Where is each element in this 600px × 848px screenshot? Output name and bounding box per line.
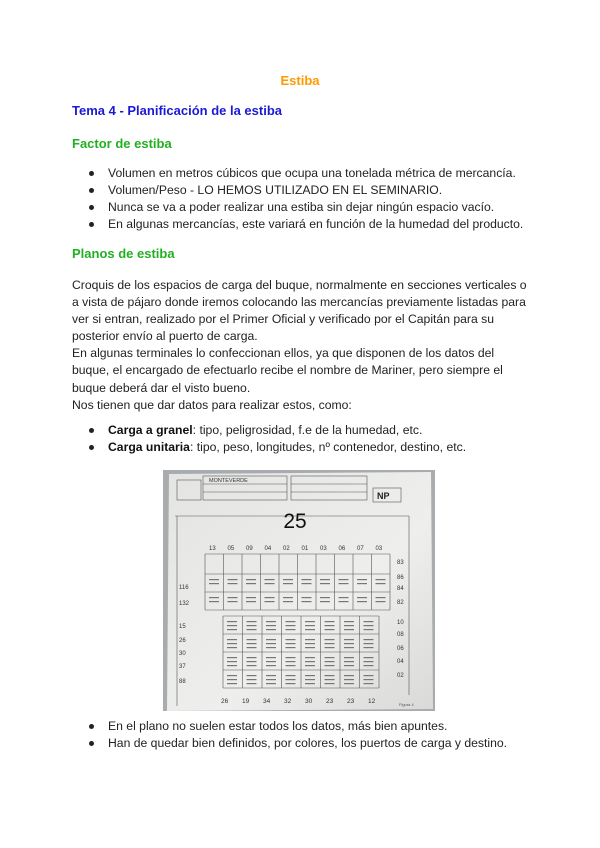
paragraph-line: a vista de pájaro donde iremos colocando las mercancías previamente listadas para <box>72 295 526 310</box>
cell-marking <box>325 629 335 630</box>
cell-marking <box>364 621 374 622</box>
column-number: 02 <box>283 546 290 552</box>
cell-marking <box>228 601 238 602</box>
topic-heading: Tema 4 - Planificación de la estiba <box>72 103 282 118</box>
cell-marking <box>320 601 330 602</box>
photo-caption: Figura 4 <box>399 702 414 707</box>
paragraph-line: buque, el encargado de efectuarlo recibe el nombre de Mariner, pero siempre el <box>72 363 503 378</box>
list-item <box>72 422 542 439</box>
cell-marking <box>283 583 293 584</box>
cell-marking <box>227 625 237 626</box>
cell-marking <box>305 621 315 622</box>
bottom-number: 34 <box>263 698 271 705</box>
cell-marking <box>266 621 276 622</box>
bay-number: 25 <box>283 510 307 533</box>
cell-marking <box>227 675 237 676</box>
cell-marking <box>286 657 296 658</box>
tier-number: 37 <box>179 664 186 670</box>
cell-marking <box>344 629 354 630</box>
photo-header-right: NP <box>377 491 390 501</box>
bottom-number: 19 <box>242 698 250 705</box>
cell-marking <box>283 579 293 580</box>
cell-marking <box>266 657 276 658</box>
tier-number: 82 <box>397 600 404 606</box>
cell-marking <box>265 583 275 584</box>
column-number: 01 <box>301 546 309 552</box>
photo-header-left: MONTEVERDE <box>209 478 248 484</box>
bullet-text: : tipo, peso, longitudes, nº contenedor, destino, etc. <box>189 440 467 454</box>
cell-marking <box>364 665 374 666</box>
cell-marking <box>344 639 354 640</box>
cell-marking <box>305 639 315 640</box>
cell-marking <box>286 643 296 644</box>
cell-marking <box>228 583 238 584</box>
tier-number: 10 <box>397 620 404 626</box>
stowage-plan-photo <box>163 470 435 711</box>
cell-marking <box>357 597 367 598</box>
tier-number: 88 <box>179 679 186 685</box>
column-number: 09 <box>246 546 253 552</box>
tier-number: 86 <box>397 575 404 581</box>
cell-marking <box>266 629 276 630</box>
cell-marking <box>364 683 374 684</box>
cell-marking <box>247 683 257 684</box>
cell-marking <box>247 675 257 676</box>
cell-marking <box>227 647 237 648</box>
tier-number: 26 <box>179 638 186 644</box>
cell-marking <box>364 639 374 640</box>
cell-marking <box>376 579 386 580</box>
cell-marking <box>228 597 238 598</box>
cell-marking <box>325 643 335 644</box>
list-item: Nunca se va a poder realizar una estiba sin dejar ningún espacio vacío. <box>72 199 542 216</box>
cell-marking <box>227 639 237 640</box>
cell-marking <box>286 675 296 676</box>
list-item: En el plano no suelen estar todos los datos, más bien apuntes. <box>72 718 542 735</box>
cell-marking <box>305 643 315 644</box>
tier-number: 04 <box>397 659 404 665</box>
cell-marking <box>266 625 276 626</box>
planos-heading: Planos de estiba <box>72 246 175 261</box>
cell-marking <box>247 647 257 648</box>
cell-marking <box>227 643 237 644</box>
cell-marking <box>325 661 335 662</box>
paragraph-line: ver si entran, realizado por el Primer Oficial y verificado por el Capitán para su <box>72 312 495 327</box>
cell-marking <box>325 639 335 640</box>
cell-marking <box>246 601 256 602</box>
cell-marking <box>227 683 237 684</box>
cell-marking <box>339 583 349 584</box>
list-item <box>72 439 542 456</box>
cell-marking <box>344 665 354 666</box>
cell-marking <box>339 597 349 598</box>
cell-marking <box>228 579 238 580</box>
cell-marking <box>364 625 374 626</box>
list-item: En algunas mercancías, este variará en función de la humedad del producto. <box>72 216 542 233</box>
bottom-number: 32 <box>284 698 292 705</box>
factor-bullet-list <box>72 165 542 233</box>
stowage-plan-drawing <box>163 470 435 711</box>
tier-number: 116 <box>179 585 189 591</box>
cell-marking <box>266 639 276 640</box>
tier-number: 02 <box>397 673 404 679</box>
cell-marking <box>376 597 386 598</box>
cell-marking <box>286 679 296 680</box>
cell-marking <box>265 601 275 602</box>
cell-marking <box>320 579 330 580</box>
paragraph-line: Nos tienen que dar datos para realizar estos, como: <box>72 397 352 412</box>
cell-marking <box>344 661 354 662</box>
cell-marking <box>305 683 315 684</box>
cell-marking <box>286 647 296 648</box>
column-number: 07 <box>357 546 364 552</box>
bottom-number: 30 <box>305 698 313 705</box>
cell-marking <box>302 583 312 584</box>
cell-marking <box>246 579 256 580</box>
cell-marking <box>227 621 237 622</box>
factor-heading: Factor de estiba <box>72 136 172 151</box>
tier-number: 83 <box>397 560 404 566</box>
cell-marking <box>376 601 386 602</box>
cell-marking <box>325 683 335 684</box>
tier-number: 84 <box>397 586 404 592</box>
column-number: 13 <box>209 546 216 552</box>
bottom-number: 23 <box>326 698 334 705</box>
cell-marking <box>286 661 296 662</box>
final-bullet-list <box>72 718 542 752</box>
cell-marking <box>325 675 335 676</box>
cell-marking <box>227 661 237 662</box>
cell-marking <box>344 657 354 658</box>
cell-marking <box>286 639 296 640</box>
cell-marking <box>247 625 257 626</box>
cell-marking <box>305 661 315 662</box>
cell-marking <box>302 601 312 602</box>
cell-marking <box>283 597 293 598</box>
cell-marking <box>364 661 374 662</box>
cell-marking <box>339 579 349 580</box>
cell-marking <box>364 647 374 648</box>
cell-marking <box>364 643 374 644</box>
cell-marking <box>305 679 315 680</box>
paragraph-line: En algunas terminales lo confeccionan ellos, ya que disponen de los datos del <box>72 346 495 361</box>
cell-marking <box>247 661 257 662</box>
cell-marking <box>247 679 257 680</box>
cell-marking <box>247 621 257 622</box>
cell-marking <box>209 601 219 602</box>
list-item: Volumen/Peso - LO HEMOS UTILIZADO EN EL SEMINARIO. <box>72 182 542 199</box>
cell-marking <box>344 675 354 676</box>
paragraph-line: Croquis de los espacios de carga del buque, normalmente en secciones verticales o <box>72 278 527 292</box>
cell-marking <box>344 679 354 680</box>
cell-marking <box>246 597 256 598</box>
cell-marking <box>227 657 237 658</box>
bottom-number: 23 <box>347 698 355 705</box>
cell-marking <box>246 583 256 584</box>
paragraph-line: buque deberá dar el visto bueno. <box>72 380 251 395</box>
cell-marking <box>376 583 386 584</box>
cell-marking <box>344 683 354 684</box>
cell-marking <box>247 643 257 644</box>
column-number: 06 <box>338 546 346 552</box>
cell-marking <box>266 665 276 666</box>
cell-marking <box>266 675 276 676</box>
cell-marking <box>344 625 354 626</box>
bullet-text: : tipo, peligrosidad, f.e de la humedad, etc. <box>192 423 423 437</box>
cell-marking <box>283 601 293 602</box>
cell-marking <box>357 583 367 584</box>
planos-paragraph <box>72 277 532 414</box>
cell-marking <box>305 629 315 630</box>
paragraph-line: posterior envío al puerto de carga. <box>72 329 258 344</box>
cell-marking <box>305 675 315 676</box>
cell-marking <box>325 679 335 680</box>
cell-marking <box>364 657 374 658</box>
cell-marking <box>265 597 275 598</box>
cell-marking <box>209 583 219 584</box>
tier-number: 06 <box>397 646 404 652</box>
cell-marking <box>305 657 315 658</box>
cell-marking <box>302 597 312 598</box>
cell-marking <box>266 643 276 644</box>
cell-marking <box>344 621 354 622</box>
cell-marking <box>305 647 315 648</box>
cell-marking <box>227 629 237 630</box>
cell-marking <box>266 661 276 662</box>
cell-marking <box>305 665 315 666</box>
cell-marking <box>286 625 296 626</box>
cell-marking <box>325 625 335 626</box>
list-item: Volumen en metros cúbicos que ocupa una tonelada métrica de mercancía. <box>72 165 542 182</box>
cell-marking <box>227 679 237 680</box>
cell-marking <box>320 597 330 598</box>
cell-marking <box>247 665 257 666</box>
cell-marking <box>247 657 257 658</box>
column-number: 04 <box>264 546 272 552</box>
cell-marking <box>364 679 374 680</box>
cell-marking <box>325 621 335 622</box>
bottom-number: 26 <box>221 698 229 705</box>
cell-marking <box>325 657 335 658</box>
tier-number: 30 <box>179 651 186 657</box>
cell-marking <box>286 683 296 684</box>
cargo-bullet-list <box>72 422 542 456</box>
list-item: Han de quedar bien definidos, por colores, los puertos de carga y destino. <box>72 735 542 752</box>
cell-marking <box>209 579 219 580</box>
cell-marking <box>339 601 349 602</box>
cell-marking <box>247 639 257 640</box>
cell-marking <box>266 683 276 684</box>
cell-marking <box>266 679 276 680</box>
tier-number: 15 <box>179 624 186 630</box>
cell-marking <box>266 647 276 648</box>
cell-marking <box>320 583 330 584</box>
column-number: 03 <box>320 546 327 552</box>
cell-marking <box>325 665 335 666</box>
cell-marking <box>209 597 219 598</box>
cell-marking <box>247 629 257 630</box>
cell-marking <box>302 579 312 580</box>
cell-marking <box>344 643 354 644</box>
bottom-number: 12 <box>368 698 376 705</box>
cell-marking <box>286 621 296 622</box>
cell-marking <box>265 579 275 580</box>
tier-number: 08 <box>397 632 404 638</box>
tier-number: 132 <box>179 601 190 607</box>
cell-marking <box>364 629 374 630</box>
cell-marking <box>286 665 296 666</box>
bullet-term: Carga a granel <box>108 423 193 437</box>
cell-marking <box>305 625 315 626</box>
cell-marking <box>357 579 367 580</box>
right-tier-numbers <box>397 560 404 679</box>
cell-marking <box>286 629 296 630</box>
bullet-term: Carga unitaria <box>108 440 190 454</box>
cell-marking <box>357 601 367 602</box>
column-number: 05 <box>227 546 235 552</box>
page-title: Estiba <box>280 73 320 88</box>
cell-marking <box>227 665 237 666</box>
cell-marking <box>364 675 374 676</box>
column-number: 03 <box>375 546 383 552</box>
cell-marking <box>325 647 335 648</box>
cell-marking <box>344 647 354 648</box>
